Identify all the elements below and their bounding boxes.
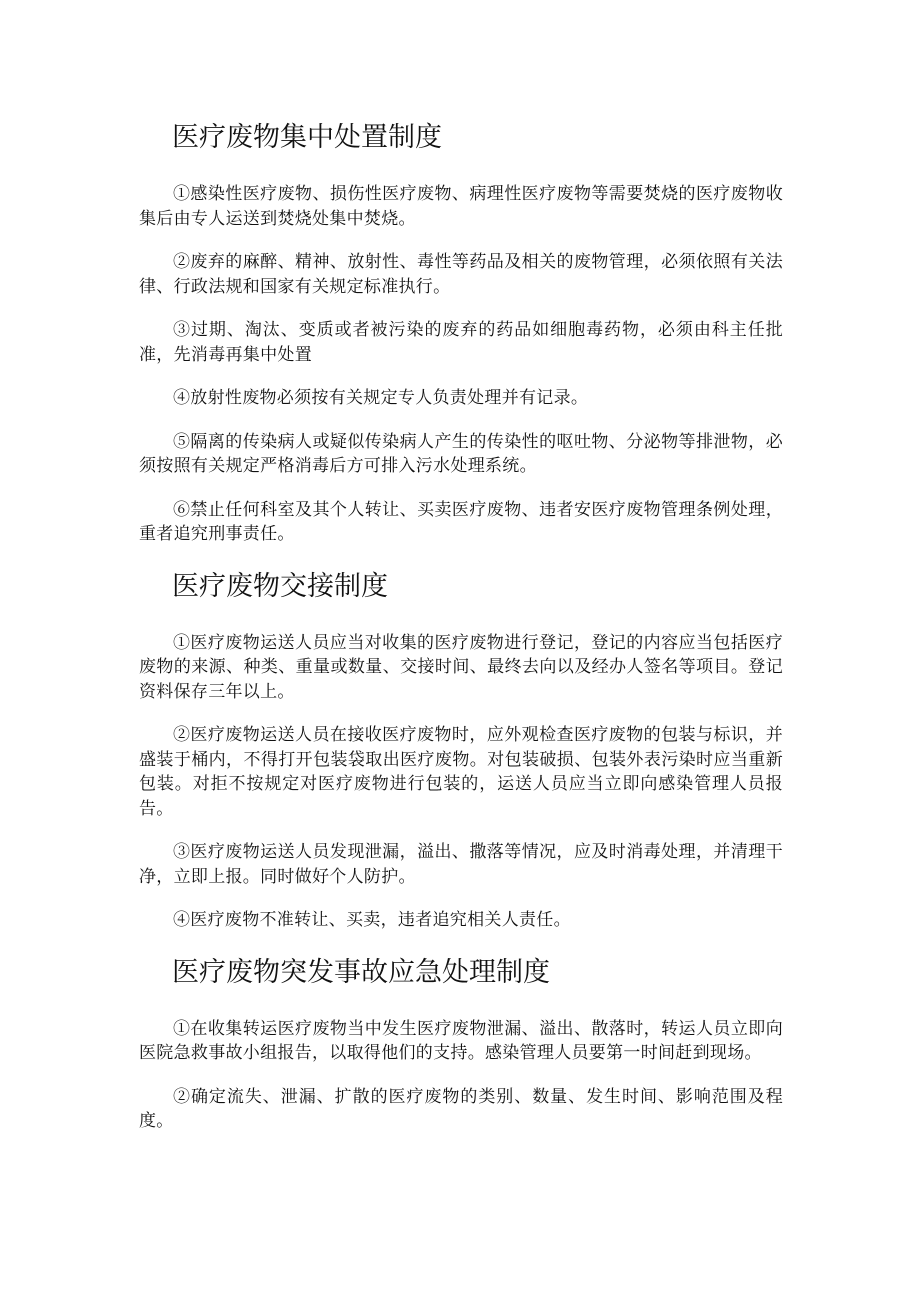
paragraph: ②确定流失、泄漏、扩散的医疗废物的类别、数量、发生时间、影响范围及程度。 bbox=[139, 1086, 783, 1131]
section-centralized-disposal bbox=[139, 118, 783, 547]
document-body bbox=[139, 118, 783, 1153]
paragraph: ⑤隔离的传染病人或疑似传染病人产生的传染性的呕吐物、分泌物等排泄物，必须按照有关规定严格消毒后方可排入污水处理系统。 bbox=[139, 431, 783, 476]
section-title: 医疗废物交接制度 bbox=[172, 570, 388, 602]
section-emergency-response bbox=[139, 953, 783, 1134]
paragraph: ④医疗废物不准转让、买卖，违者追究相关人责任。 bbox=[173, 910, 571, 930]
section-title: 医疗废物突发事故应急处理制度 bbox=[172, 956, 550, 988]
paragraph: ①在收集转运医疗废物当中发生医疗废物泄漏、溢出、散落时，转运人员立即向医院急救事故小组报告，以取得他们的支持。感染管理人员要第一时间赶到现场。 bbox=[139, 1018, 783, 1063]
paragraph: ⑥禁止任何科室及其个人转让、买卖医疗废物、违者安医疗废物管理条例处理，重者追究刑事责任。 bbox=[139, 499, 783, 544]
paragraph: ②废弃的麻醉、精神、放射性、毒性等药品及相关的废物管理，必须依照有关法律、行政法规和国家有关规定标准执行。 bbox=[139, 252, 783, 297]
paragraph: ②医疗废物运送人员在接收医疗废物时，应外观检查医疗废物的包装与标识，并盛装于桶内，不得打开包装袋取出医疗废物。对包装破损、包装外表污染时应当重新包装。对拒不按规定对医疗废物进行包装的，运送人员应当立即向感染管理人员报告。 bbox=[139, 725, 783, 819]
paragraph: ①感染性医疗废物、损伤性医疗废物、病理性医疗废物等需要焚烧的医疗废物收集后由专人运送到焚烧处集中焚烧。 bbox=[139, 184, 783, 229]
section-handover bbox=[139, 567, 783, 933]
paragraph: ④放射性废物必须按有关规定专人负责处理并有记录。 bbox=[173, 388, 589, 408]
paragraph: ③过期、淘汰、变质或者被污染的废弃的药品如细胞毒药物，必须由科主任批准，先消毒再集中处置 bbox=[139, 320, 783, 365]
paragraph: ①医疗废物运送人员应当对收集的医疗废物进行登记，登记的内容应当包括医疗废物的来源、种类、重量或数量、交接时间、最终去向以及经办人签名等项目。登记资料保存三年以上。 bbox=[139, 632, 783, 702]
paragraph: ③医疗废物运送人员发现泄漏，溢出、撒落等情况，应及时消毒处理，并清理干净，立即上报。同时做好个人防护。 bbox=[139, 842, 783, 887]
section-title: 医疗废物集中处置制度 bbox=[172, 122, 442, 153]
